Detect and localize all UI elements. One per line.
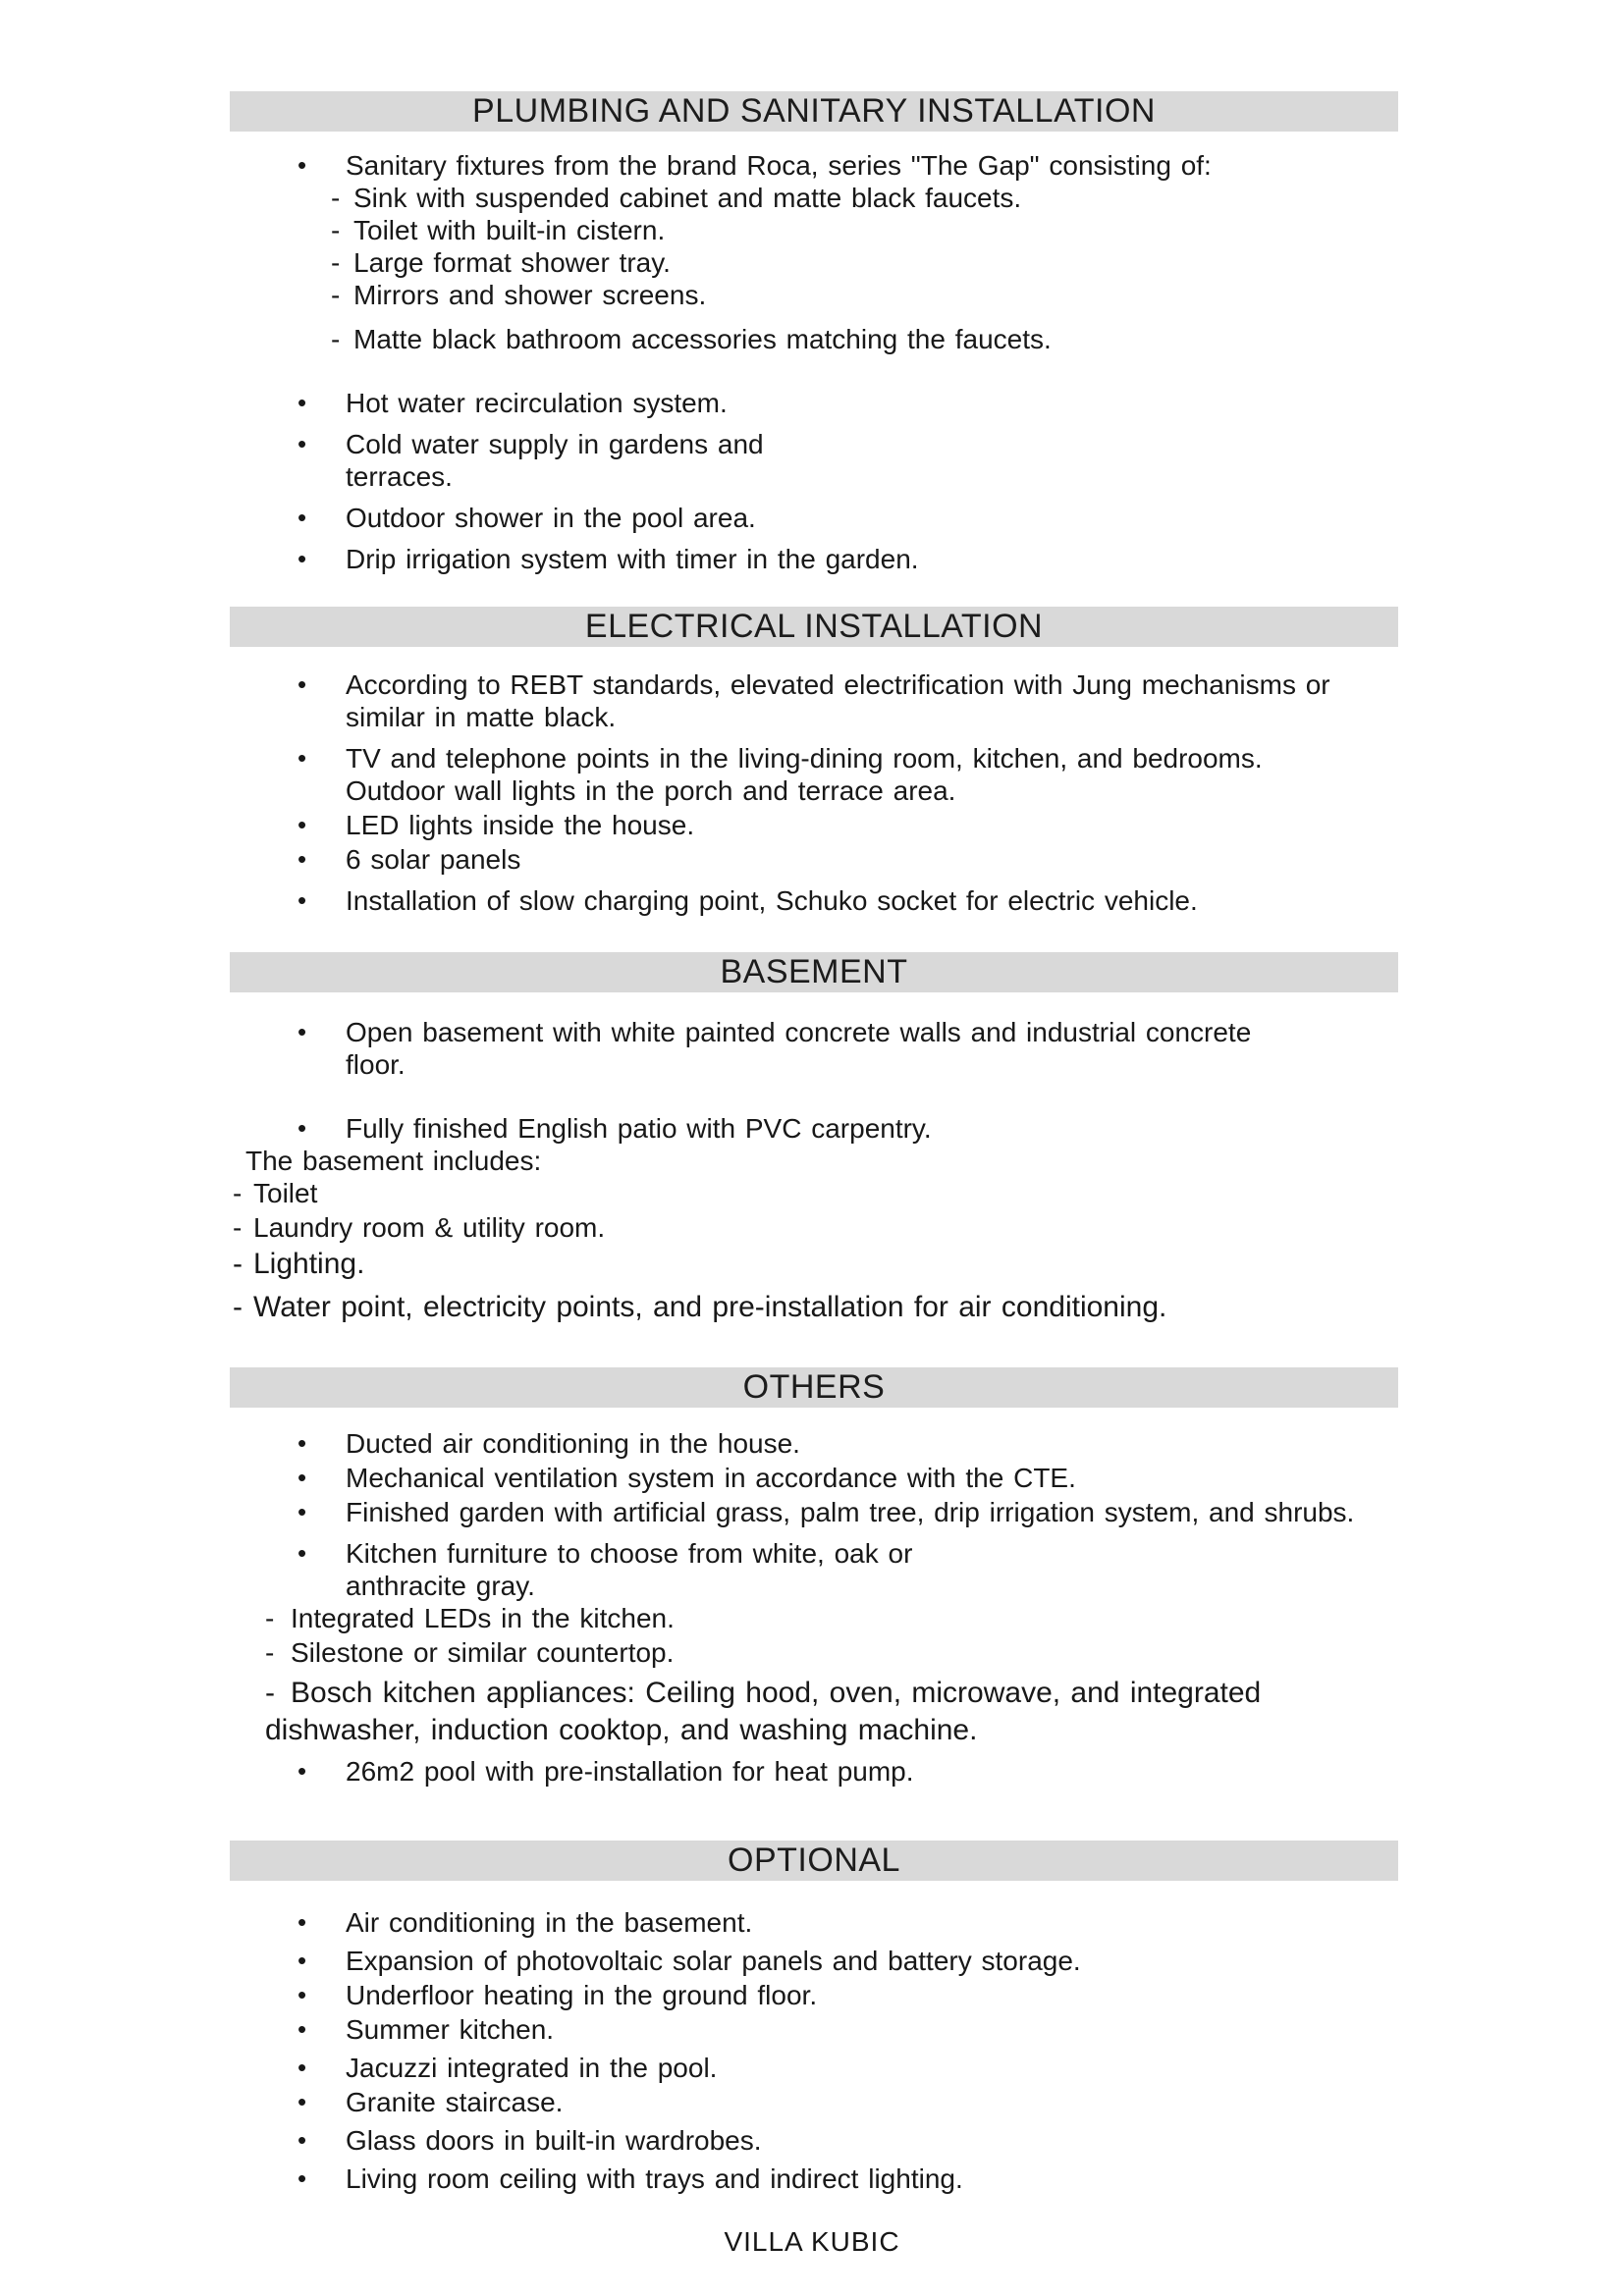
list-item-line: Living room ceiling with trays and indirect lighting. bbox=[346, 2163, 963, 2194]
bullet-marker: • bbox=[298, 150, 307, 180]
list-item-text bbox=[346, 1945, 1081, 1977]
section-header-others bbox=[230, 1367, 1398, 1408]
bullet-marker: • bbox=[298, 669, 307, 699]
list-item-line: terraces. bbox=[346, 461, 453, 492]
list-item bbox=[0, 428, 1473, 493]
list-item-line: Outdoor shower in the pool area. bbox=[346, 503, 756, 533]
list-item bbox=[0, 1427, 1473, 1460]
list-item-line: 6 solar panels bbox=[346, 844, 521, 875]
list-item bbox=[0, 809, 1473, 841]
dash-marker: - bbox=[331, 324, 341, 354]
list-item-line: anthracite gray. bbox=[346, 1571, 535, 1601]
list-item-text bbox=[353, 279, 706, 311]
section-title: BASEMENT bbox=[720, 953, 908, 990]
section-title: ELECTRICAL INSTALLATION bbox=[584, 608, 1044, 645]
section-title: OPTIONAL bbox=[728, 1842, 900, 1879]
list-item bbox=[0, 742, 1473, 807]
bullet-marker: • bbox=[298, 885, 307, 915]
list-item bbox=[0, 387, 1473, 419]
list-item-text bbox=[291, 1636, 674, 1669]
list-item-text bbox=[346, 2086, 563, 2118]
list-item-line: dishwasher, induction cooktop, and washing machine. bbox=[265, 1714, 978, 1746]
dash-marker: - bbox=[233, 1178, 243, 1208]
list-item-text bbox=[346, 1755, 914, 1788]
list-item-line: Sanitary fixtures from the brand Roca, series "The Gap" consisting of: bbox=[346, 150, 1212, 181]
list-item-line: The basement includes: bbox=[245, 1146, 542, 1176]
list-item-text bbox=[346, 1979, 817, 2011]
list-item bbox=[0, 1755, 1473, 1788]
list-item bbox=[0, 279, 1473, 311]
list-item bbox=[0, 323, 1473, 355]
list-item-text bbox=[346, 502, 756, 534]
list-item-line: Air conditioning in the basement. bbox=[346, 1907, 753, 1938]
list-item-text bbox=[346, 1427, 800, 1460]
section-header-electrical bbox=[230, 607, 1398, 647]
list-item-line: Toilet with built-in cistern. bbox=[353, 215, 666, 245]
list-item-line: Underfloor heating in the ground floor. bbox=[346, 1980, 818, 2010]
dash-marker: - bbox=[233, 1248, 243, 1280]
bullet-marker: • bbox=[298, 844, 307, 874]
bullet-marker: • bbox=[298, 1538, 307, 1568]
list-item-line: Silestone or similar countertop. bbox=[291, 1637, 675, 1668]
dash-marker: - bbox=[331, 280, 341, 310]
list-item bbox=[0, 2086, 1473, 2118]
list-item-text bbox=[353, 214, 665, 246]
list-item-line: Toilet bbox=[253, 1178, 318, 1208]
list-item-line: Integrated LEDs in the kitchen. bbox=[291, 1603, 675, 1633]
list-item-text bbox=[346, 742, 1263, 807]
list-item-text bbox=[353, 246, 671, 279]
list-item-text bbox=[346, 1496, 1354, 1528]
list-item-line: Cold water supply in gardens and bbox=[346, 429, 764, 459]
bullet-marker: • bbox=[298, 1946, 307, 1975]
list-item-text bbox=[346, 1112, 932, 1145]
bullet-marker: • bbox=[298, 2087, 307, 2116]
list-item-line: LED lights inside the house. bbox=[346, 810, 695, 840]
list-item-text bbox=[346, 884, 1198, 917]
bullet-marker: • bbox=[298, 1428, 307, 1458]
bullet-marker: • bbox=[298, 743, 307, 773]
list-item bbox=[0, 2163, 1473, 2195]
list-item bbox=[0, 843, 1473, 876]
list-item-text bbox=[346, 149, 1212, 182]
list-item-text bbox=[346, 1537, 912, 1602]
dash-marker: - bbox=[265, 1603, 275, 1633]
list-item bbox=[0, 668, 1473, 733]
bullet-marker: • bbox=[298, 503, 307, 532]
list-item-line: According to REBT standards, elevated electrification with Jung mechanisms or bbox=[346, 669, 1330, 700]
section-header-basement bbox=[230, 952, 1398, 992]
list-item-text bbox=[346, 543, 919, 575]
list-item-text bbox=[245, 1145, 541, 1177]
list-item-line: Open basement with white painted concrete walls and industrial concrete bbox=[346, 1017, 1252, 1047]
list-item-text bbox=[265, 1675, 1262, 1749]
list-item bbox=[0, 2052, 1473, 2084]
bullet-marker: • bbox=[298, 1497, 307, 1526]
section-content-basement bbox=[0, 1016, 1473, 1326]
bullet-marker: • bbox=[298, 1113, 307, 1143]
bullet-marker: • bbox=[298, 1756, 307, 1786]
list-item bbox=[0, 1145, 1473, 1177]
dash-marker: - bbox=[331, 183, 341, 213]
list-item bbox=[0, 1246, 1473, 1283]
list-item bbox=[0, 1177, 1473, 1209]
list-item-line: Drip irrigation system with timer in the garden. bbox=[346, 544, 919, 574]
list-item-line: Outdoor wall lights in the porch and terrace area. bbox=[346, 775, 956, 806]
list-item bbox=[0, 543, 1473, 575]
list-item bbox=[0, 884, 1473, 917]
footer-title: VILLA KUBIC bbox=[724, 2226, 900, 2257]
list-item-text bbox=[346, 2163, 963, 2195]
bullet-marker: • bbox=[298, 2163, 307, 2193]
list-item bbox=[0, 2013, 1473, 2046]
list-item-text bbox=[346, 1906, 752, 1939]
list-item bbox=[0, 1636, 1473, 1669]
list-item-line: Laundry room & utility room. bbox=[253, 1212, 606, 1243]
dash-marker: - bbox=[265, 1677, 275, 1709]
list-item bbox=[0, 1496, 1473, 1528]
list-item bbox=[0, 1602, 1473, 1634]
list-item-text bbox=[346, 428, 764, 493]
list-item bbox=[0, 1675, 1473, 1749]
dash-marker: - bbox=[331, 215, 341, 245]
bullet-marker: • bbox=[298, 2014, 307, 2044]
bullet-marker: • bbox=[298, 810, 307, 839]
list-item-text bbox=[253, 1246, 364, 1283]
document-body bbox=[0, 91, 1624, 2195]
list-item bbox=[0, 1906, 1473, 1939]
list-item-text bbox=[346, 1016, 1251, 1081]
section-content-others bbox=[0, 1427, 1473, 1788]
section-header-optional bbox=[230, 1841, 1398, 1881]
list-item-text bbox=[346, 668, 1330, 733]
section-content-optional bbox=[0, 1906, 1473, 2195]
list-item-text bbox=[346, 387, 728, 419]
list-item bbox=[0, 214, 1473, 246]
list-item bbox=[0, 1016, 1473, 1081]
list-item-text bbox=[346, 809, 694, 841]
list-item-text bbox=[346, 2052, 717, 2084]
section-title: PLUMBING AND SANITARY INSTALLATION bbox=[472, 92, 1156, 130]
bullet-marker: • bbox=[298, 1907, 307, 1937]
list-item-text bbox=[353, 323, 1052, 355]
section-title: OTHERS bbox=[742, 1368, 886, 1406]
list-item bbox=[0, 1289, 1473, 1326]
list-item-line: Kitchen furniture to choose from white, oak or bbox=[346, 1538, 913, 1569]
list-item-line: Bosch kitchen appliances: Ceiling hood, oven, microwave, and integrated bbox=[291, 1677, 1262, 1709]
bullet-marker: • bbox=[298, 1017, 307, 1046]
list-item-text bbox=[346, 1462, 1076, 1494]
bullet-marker: • bbox=[298, 2125, 307, 2155]
bullet-marker: • bbox=[298, 429, 307, 458]
list-item-line: Glass doors in built-in wardrobes. bbox=[346, 2125, 762, 2156]
list-item-line: Lighting. bbox=[253, 1248, 365, 1280]
list-item-line: Water point, electricity points, and pre-installation for air conditioning. bbox=[253, 1291, 1167, 1323]
dash-marker: - bbox=[331, 247, 341, 278]
list-item-text bbox=[253, 1289, 1166, 1326]
list-item-line: Jacuzzi integrated in the pool. bbox=[346, 2053, 718, 2083]
dash-marker: - bbox=[233, 1291, 243, 1323]
bullet-marker: • bbox=[298, 2053, 307, 2082]
list-item bbox=[0, 502, 1473, 534]
section-content-electrical bbox=[0, 668, 1473, 917]
list-item bbox=[0, 1945, 1473, 1977]
list-item bbox=[0, 1979, 1473, 2011]
list-item-line: Granite staircase. bbox=[346, 2087, 564, 2117]
dash-marker: - bbox=[265, 1637, 275, 1668]
list-item-line: Mechanical ventilation system in accordance with the CTE. bbox=[346, 1463, 1076, 1493]
list-item bbox=[0, 246, 1473, 279]
list-item bbox=[0, 149, 1473, 182]
list-item-text bbox=[291, 1602, 675, 1634]
bullet-marker: • bbox=[298, 1463, 307, 1492]
list-item-line: Finished garden with artificial grass, palm tree, drip irrigation system, and shrubs. bbox=[346, 1497, 1355, 1527]
list-item-text bbox=[253, 1177, 317, 1209]
list-item-line: Large format shower tray. bbox=[353, 247, 671, 278]
list-item-line: TV and telephone points in the living-dining room, kitchen, and bedrooms. bbox=[346, 743, 1263, 774]
list-item-text bbox=[346, 2013, 554, 2046]
bullet-marker: • bbox=[298, 544, 307, 573]
list-item-line: Summer kitchen. bbox=[346, 2014, 555, 2045]
section-content-plumbing bbox=[0, 149, 1473, 575]
list-item-line: Installation of slow charging point, Schuko socket for electric vehicle. bbox=[346, 885, 1198, 916]
list-item bbox=[0, 1211, 1473, 1244]
list-item bbox=[0, 182, 1473, 214]
list-item-line: Sink with suspended cabinet and matte black faucets. bbox=[353, 183, 1022, 213]
dash-marker: - bbox=[233, 1212, 243, 1243]
list-item-line: Expansion of photovoltaic solar panels and battery storage. bbox=[346, 1946, 1081, 1976]
list-item-line: Ducted air conditioning in the house. bbox=[346, 1428, 800, 1459]
list-item-line: similar in matte black. bbox=[346, 702, 617, 732]
list-item-line: Matte black bathroom accessories matching the faucets. bbox=[353, 324, 1052, 354]
section-header-plumbing bbox=[230, 91, 1398, 132]
list-item-text bbox=[346, 843, 520, 876]
list-item-text bbox=[253, 1211, 605, 1244]
bullet-marker: • bbox=[298, 388, 307, 417]
bullet-marker: • bbox=[298, 1980, 307, 2009]
list-item bbox=[0, 1112, 1473, 1145]
list-item-line: Hot water recirculation system. bbox=[346, 388, 728, 418]
list-item-line: 26m2 pool with pre-installation for heat pump. bbox=[346, 1756, 914, 1787]
list-item bbox=[0, 2124, 1473, 2157]
list-item-line: floor. bbox=[346, 1049, 406, 1080]
list-item bbox=[0, 1537, 1473, 1602]
list-item-text bbox=[346, 2124, 762, 2157]
list-item-line: Fully finished English patio with PVC carpentry. bbox=[346, 1113, 932, 1144]
list-item-line: Mirrors and shower screens. bbox=[353, 280, 707, 310]
list-item-text bbox=[353, 182, 1021, 214]
list-item bbox=[0, 1462, 1473, 1494]
